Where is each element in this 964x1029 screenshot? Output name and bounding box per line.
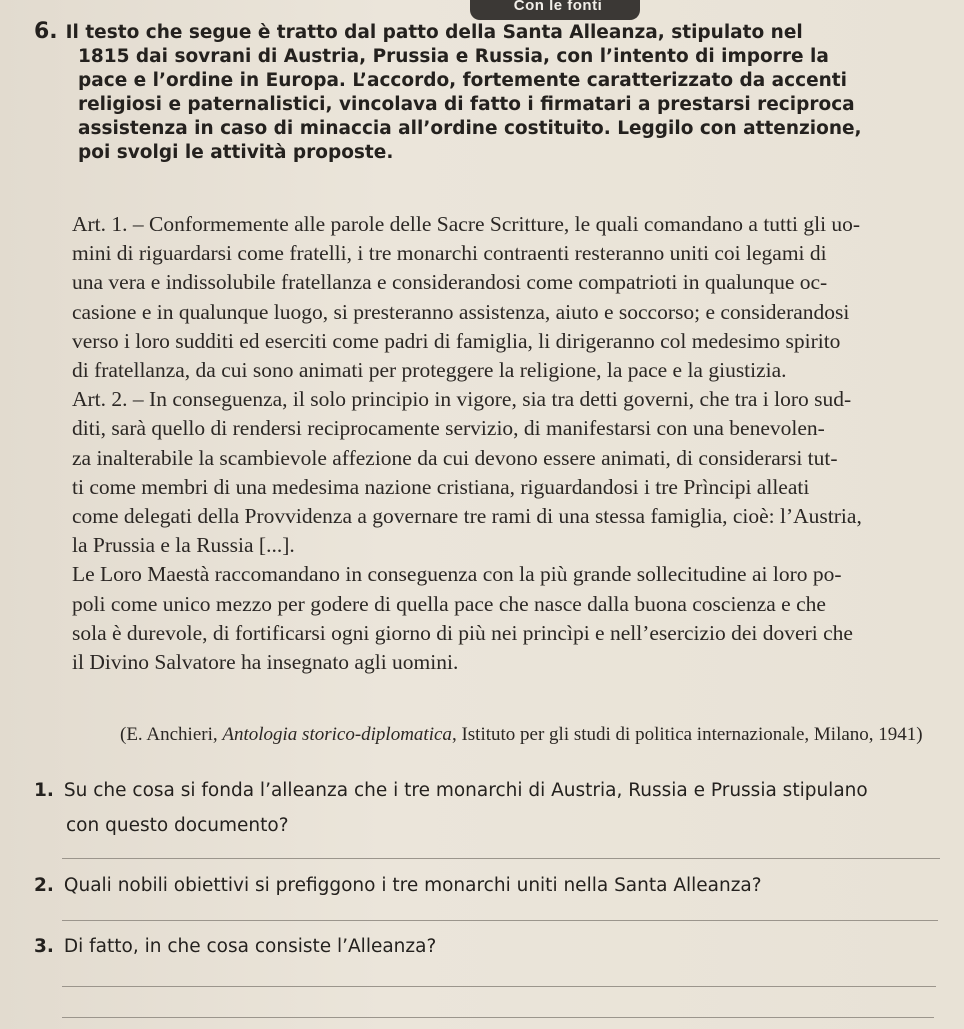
- answer-line[interactable]: [62, 858, 940, 859]
- exercise-intro: [34, 20, 934, 165]
- intro-line: poi svolgi le attività proposte.: [78, 142, 394, 163]
- source-line: il Divino Salvatore ha insegnato agli uomini.: [72, 650, 459, 675]
- intro-line: assistenza in caso di minaccia all’ordine costituito. Leggilo con attenzione,: [78, 118, 862, 139]
- intro-line: 1815 dai sovrani di Austria, Prussia e Russia, con l’intento di imporre la: [78, 46, 829, 67]
- source-document: [72, 210, 942, 677]
- source-line: Art. 2. – In conseguenza, il solo principio in vigore, sia tra detti governi, che tra i loro sud-: [72, 387, 852, 412]
- source-line: za inalterabile la scambievole affezione da cui devono essere animati, di considerarsi tut-: [72, 445, 838, 470]
- question-text: Quali nobili obiettivi si prefiggono i tre monarchi uniti nella Santa Alleanza?: [63, 875, 762, 896]
- source-line: Le Loro Maestà raccomandano in conseguenza con la più grande sollecitudine ai loro po-: [72, 562, 842, 587]
- question-number: 1.: [34, 780, 54, 801]
- question-2: [34, 875, 762, 896]
- source-citation: (E. Anchieri, Antologia storico-diplomatica, Istituto per gli studi di politica internazionale, Milano, 1941): [120, 724, 923, 745]
- answer-line[interactable]: [62, 986, 936, 987]
- intro-line: 6. Il testo che segue è tratto dal patto della Santa Alleanza, stipulato nel: [34, 19, 803, 44]
- source-line: come delegati della Provvidenza a governare tre rami di una stessa famiglia, cioè: l’Austria,: [72, 504, 862, 529]
- source-line: verso i loro sudditi ed eserciti come padri di famiglia, li dirigeranno col medesimo spirito: [72, 328, 841, 353]
- source-line: una vera e indissolubile fratellanza e considerandosi come compatrioti in qualunque oc-: [72, 270, 828, 295]
- source-line: casione e in qualunque luogo, si presteranno assistenza, aiuto e soccorso; e considerandosi: [72, 299, 850, 324]
- answer-line[interactable]: [62, 1017, 934, 1018]
- exercise-number: 6.: [34, 19, 58, 44]
- source-line: ti come membri di una medesima nazione cristiana, riguardandosi i tre Prìncipi alleati: [72, 474, 810, 499]
- source-line: mini di riguardarsi come fratelli, i tre monarchi contraenti resteranno uniti coi legami di: [72, 241, 827, 266]
- source-line: la Prussia e la Russia [...].: [72, 533, 295, 558]
- intro-line: religiosi e paternalistici, vincolava di fatto i firmatari a prestarsi reciproca: [78, 94, 855, 115]
- section-tab-label: Con le fonti: [513, 0, 603, 14]
- intro-line: pace e l’ordine in Europa. L’accordo, fortemente caratterizzato da accenti: [78, 70, 847, 91]
- question-1: [34, 780, 868, 801]
- source-line: Art. 1. – Conformemente alle parole delle Sacre Scritture, le quali comandano a tutti gli uo-: [72, 212, 861, 236]
- source-line: sola è durevole, di fortificarsi ogni giorno di più nei princìpi e nell’esercizio dei doveri che: [72, 620, 853, 645]
- source-line: poli come unico mezzo per godere di quella pace che nasce dalla buona coscienza e che: [72, 591, 826, 616]
- answer-line[interactable]: [62, 920, 938, 921]
- question-text: Su che cosa si fonda l’alleanza che i tre monarchi di Austria, Russia e Prussia stipulano: [63, 780, 868, 801]
- citation-title: Antologia storico-diplomatica: [222, 724, 452, 745]
- question-3: [34, 936, 436, 957]
- source-line: di fratellanza, da cui sono animati per proteggere la religione, la pace e la giustizia.: [72, 358, 787, 383]
- question-number: 2.: [34, 875, 54, 896]
- question-number: 3.: [34, 936, 54, 957]
- question-1-continued: con questo documento?: [66, 815, 289, 836]
- source-line: diti, sarà quello di rendersi reciprocamente servizio, di manifestarsi con una benevolen-: [72, 416, 825, 441]
- question-text: Di fatto, in che cosa consiste l’Alleanza?: [63, 936, 437, 957]
